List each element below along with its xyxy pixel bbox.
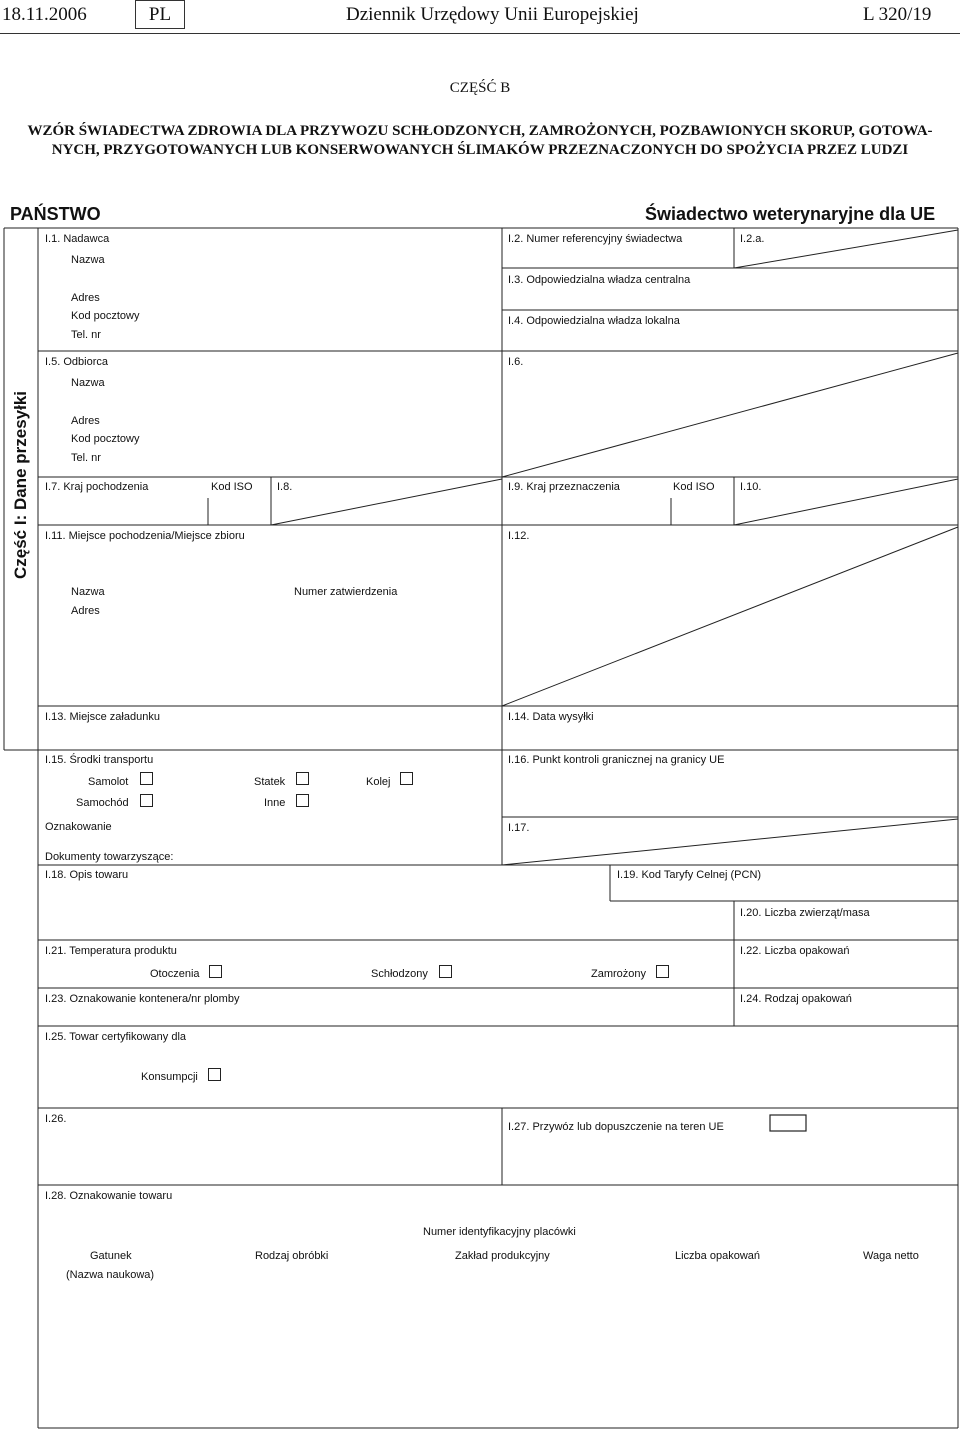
transport-plane-label: Samolot [88, 776, 129, 788]
field-i1-label: I.1. Nadawca [45, 233, 110, 245]
field-i20-label: I.20. Liczba zwierząt/masa [740, 907, 870, 919]
transport-ship-label: Statek [254, 776, 286, 788]
i1-postcode-label: Kod pocztowy [71, 310, 140, 322]
column-species: Gatunek [90, 1250, 132, 1262]
field-i15-label: I.15. Środki transportu [45, 754, 154, 766]
consumption-label: Konsumpcji [141, 1071, 198, 1083]
field-i25-label: I.25. Towar certyfikowany dla [45, 1031, 187, 1043]
side-label: Część I: Dane przesyłki [11, 390, 30, 580]
transport-other-checkbox[interactable] [296, 794, 309, 807]
i11-address-label: Adres [71, 605, 100, 617]
field-i28-label: I.28. Oznakowanie towaru [45, 1190, 173, 1202]
temp-frozen-checkbox[interactable] [656, 965, 669, 978]
transport-rail-checkbox[interactable] [400, 772, 413, 785]
temp-chilled-label: Schłodzony [371, 968, 428, 980]
field-i9-label: I.9. Kraj przeznaczenia [508, 481, 620, 493]
language-box: PL [135, 0, 185, 29]
i11-approval-label: Numer zatwierdzenia [294, 586, 398, 598]
field-i11-label: I.11. Miejsce pochodzenia/Miejsce zbioru [45, 530, 245, 542]
certificate-label: Świadectwo weterynaryjne dla UE [645, 204, 936, 224]
i27-box[interactable] [770, 1115, 806, 1131]
column-packages: Liczba opakowań [675, 1250, 761, 1262]
temp-ambient-label: Otoczenia [150, 968, 200, 980]
field-i16-label: I.16. Punkt kontroli granicznej na granicy UE [508, 754, 725, 766]
i5-phone-label: Tel. nr [71, 452, 101, 464]
marking-label: Oznakowanie [45, 821, 112, 833]
i9-iso-label: Kod ISO [673, 481, 715, 493]
transport-car-checkbox[interactable] [140, 794, 153, 807]
field-i12-label: I.12. [508, 530, 530, 542]
field-i7-label: I.7. Kraj pochodzenia [45, 481, 149, 493]
section-label: CZĘŚĆ B [449, 80, 511, 96]
journal-title: Dziennik Urzędowy Unii Europejskiej [346, 4, 639, 25]
i5-postcode-label: Kod pocztowy [71, 433, 140, 445]
i11-name-label: Nazwa [71, 586, 105, 598]
field-i14-label: I.14. Data wysyłki [508, 711, 594, 723]
field-i19-label: I.19. Kod Taryfy Celnej (PCN) [617, 869, 762, 881]
field-i26-label: I.26. [45, 1113, 67, 1125]
column-treatment: Rodzaj obróbki [255, 1250, 329, 1262]
temp-chilled-checkbox[interactable] [439, 965, 452, 978]
field-i23-label: I.23. Oznakowanie kontenera/nr plomby [45, 993, 240, 1005]
column-plant: Zakład produkcyjny [455, 1250, 550, 1262]
page-reference: L 320/19 [863, 4, 932, 25]
establishment-id-label: Numer identyfikacyjny placówki [423, 1226, 576, 1238]
consumption-checkbox[interactable] [208, 1068, 221, 1081]
column-species-scientific: (Nazwa naukowa) [66, 1269, 155, 1281]
transport-plane-checkbox[interactable] [140, 772, 153, 785]
field-i2-label: I.2. Numer referencyjny świadectwa [508, 233, 683, 245]
field-i3-label: I.3. Odpowiedzialna władza centralna [508, 274, 691, 286]
documents-label: Dokumenty towarzyszące: [45, 851, 174, 863]
field-i4-label: I.4. Odpowiedzialna władza lokalna [508, 315, 680, 327]
field-i13-label: I.13. Miejsce załadunku [45, 711, 160, 723]
field-i22-label: I.22. Liczba opakowań [740, 945, 850, 957]
field-i18-label: I.18. Opis towaru [45, 869, 129, 881]
field-i2a-label: I.2.a. [740, 233, 765, 245]
title-line-2: NYCH, PRZYGOTOWANYCH LUB KONSERWOWANYCH ŚLIMAKÓW PRZEZNACZONYCH DO SPOŻYCIA PRZEZ LUDZI [51, 142, 909, 158]
i1-address-label: Adres [71, 292, 100, 304]
i7-iso-label: Kod ISO [211, 481, 253, 493]
field-i8-label: I.8. [277, 481, 293, 493]
field-i21-label: I.21. Temperatura produktu [45, 945, 177, 957]
i5-name-label: Nazwa [71, 377, 105, 389]
country-label: PAŃSTWO [10, 204, 101, 224]
temp-ambient-checkbox[interactable] [209, 965, 222, 978]
column-net-weight: Waga netto [863, 1250, 919, 1262]
i1-phone-label: Tel. nr [71, 329, 101, 341]
field-i27-label: I.27. Przywóz lub dopuszczenie na teren UE [508, 1121, 724, 1133]
i5-address-label: Adres [71, 415, 100, 427]
transport-car-label: Samochód [76, 797, 129, 809]
publication-date: 18.11.2006 [2, 4, 87, 25]
field-i17-label: I.17. [508, 822, 530, 834]
title-line-1: WZÓR ŚWIADECTWA ZDROWIA DLA PRZYWOZU SCHŁODZONYCH, ZAMROŻONYCH, POZBAWIONYCH SKORUP, GOTOWA- [27, 123, 933, 139]
field-i6-label: I.6. [508, 356, 524, 368]
temp-frozen-label: Zamrożony [591, 968, 647, 980]
field-i24-label: I.24. Rodzaj opakowań [740, 993, 852, 1005]
transport-other-label: Inne [264, 797, 286, 809]
field-i5-label: I.5. Odbiorca [45, 356, 108, 368]
i1-name-label: Nazwa [71, 254, 105, 266]
transport-rail-label: Kolej [366, 776, 391, 788]
field-i10-label: I.10. [740, 481, 762, 493]
transport-ship-checkbox[interactable] [296, 772, 309, 785]
